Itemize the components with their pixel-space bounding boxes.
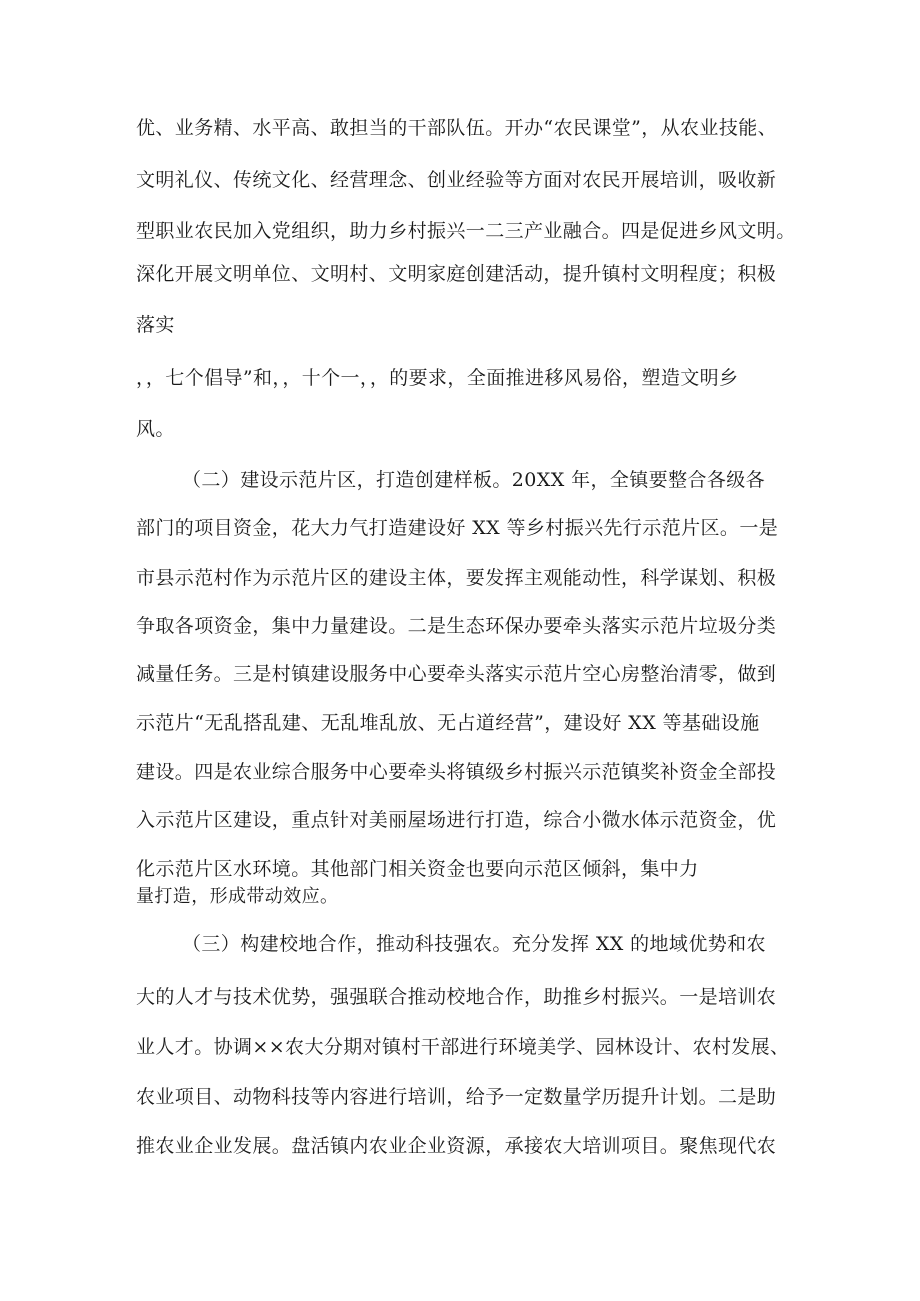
text-line-3: 型职业农民加入党组织，助力乡村振兴一二三产业融合。四是促进乡风文明。 — [136, 220, 796, 242]
text-line-12: 减量任务。三是村镇建设服务中心要牵头落实示范片空心房整治清零，做到 — [136, 663, 777, 685]
text-line-5: 落实 — [136, 314, 175, 336]
text-line-6: ，，七个倡导”和，，十个一，，的要求，全面推进移风易俗，塑造文明乡 — [136, 367, 739, 389]
text-line-9: 部门的项目资金，花大力气打造建设好 XX 等乡村振兴先行示范片区。一是 — [136, 517, 779, 539]
text-line-2: 文明礼仪、传统文化、经营理念、创业经验等方面对农民开展培训，吸收新 — [136, 169, 777, 191]
text-line-17: 量打造，形成带动效应。 — [136, 886, 339, 907]
text-line-1: 优、业务精、水平高、敢担当的干部队伍。开办“农民课堂”，从农业技能、 — [136, 117, 778, 139]
text-line-21: 农业项目、动物科技等内容进行培训，给予一定数量学历提升计划。二是助 — [136, 1086, 777, 1108]
text-line-22: 推农业企业发展。盘活镇内农业企业资源，承接农大培训项目。聚焦现代农 — [136, 1135, 777, 1157]
text-line-7: 风。 — [136, 418, 175, 440]
section-2-heading-line: （二）建设示范片区，打造创建样板。20XX 年，全镇要整合各级各 — [182, 469, 766, 491]
section-3-heading-line: （三）构建校地合作，推动科技强农。充分发挥 XX 的地域优势和农 — [182, 933, 766, 955]
text-line-15: 入示范片区建设，重点针对美丽屋场进行打造，综合小微水体示范资金，优 — [136, 809, 777, 831]
text-line-13: 示范片“无乱搭乱建、无乱堆乱放、无占道经营”，建设好 XX 等基础设施 — [136, 712, 760, 734]
text-line-16: 化示范片区水环境。其他部门相关资金也要向示范区倾斜，集中力 — [136, 858, 699, 880]
text-line-20: 业人才。协调××农大分期对镇村干部进行环境美学、园林设计、农村发展、 — [136, 1036, 790, 1058]
text-line-10: 市县示范村作为示范片区的建设主体，要发挥主观能动性，科学谋划、积极 — [136, 567, 777, 589]
text-line-4: 深化开展文明单位、文明村、文明家庭创建活动，提升镇村文明程度；积极 — [136, 263, 777, 285]
text-line-14: 建设。四是农业综合服务中心要牵头将镇级乡村振兴示范镇奖补资金全部投 — [136, 761, 777, 783]
text-line-19: 大的人才与技术优势，强强联合推动校地合作，助推乡村振兴。一是培训农 — [136, 986, 777, 1008]
text-line-11: 争取各项资金，集中力量建设。二是生态环保办要牵头落实示范片垃圾分类 — [136, 615, 777, 637]
